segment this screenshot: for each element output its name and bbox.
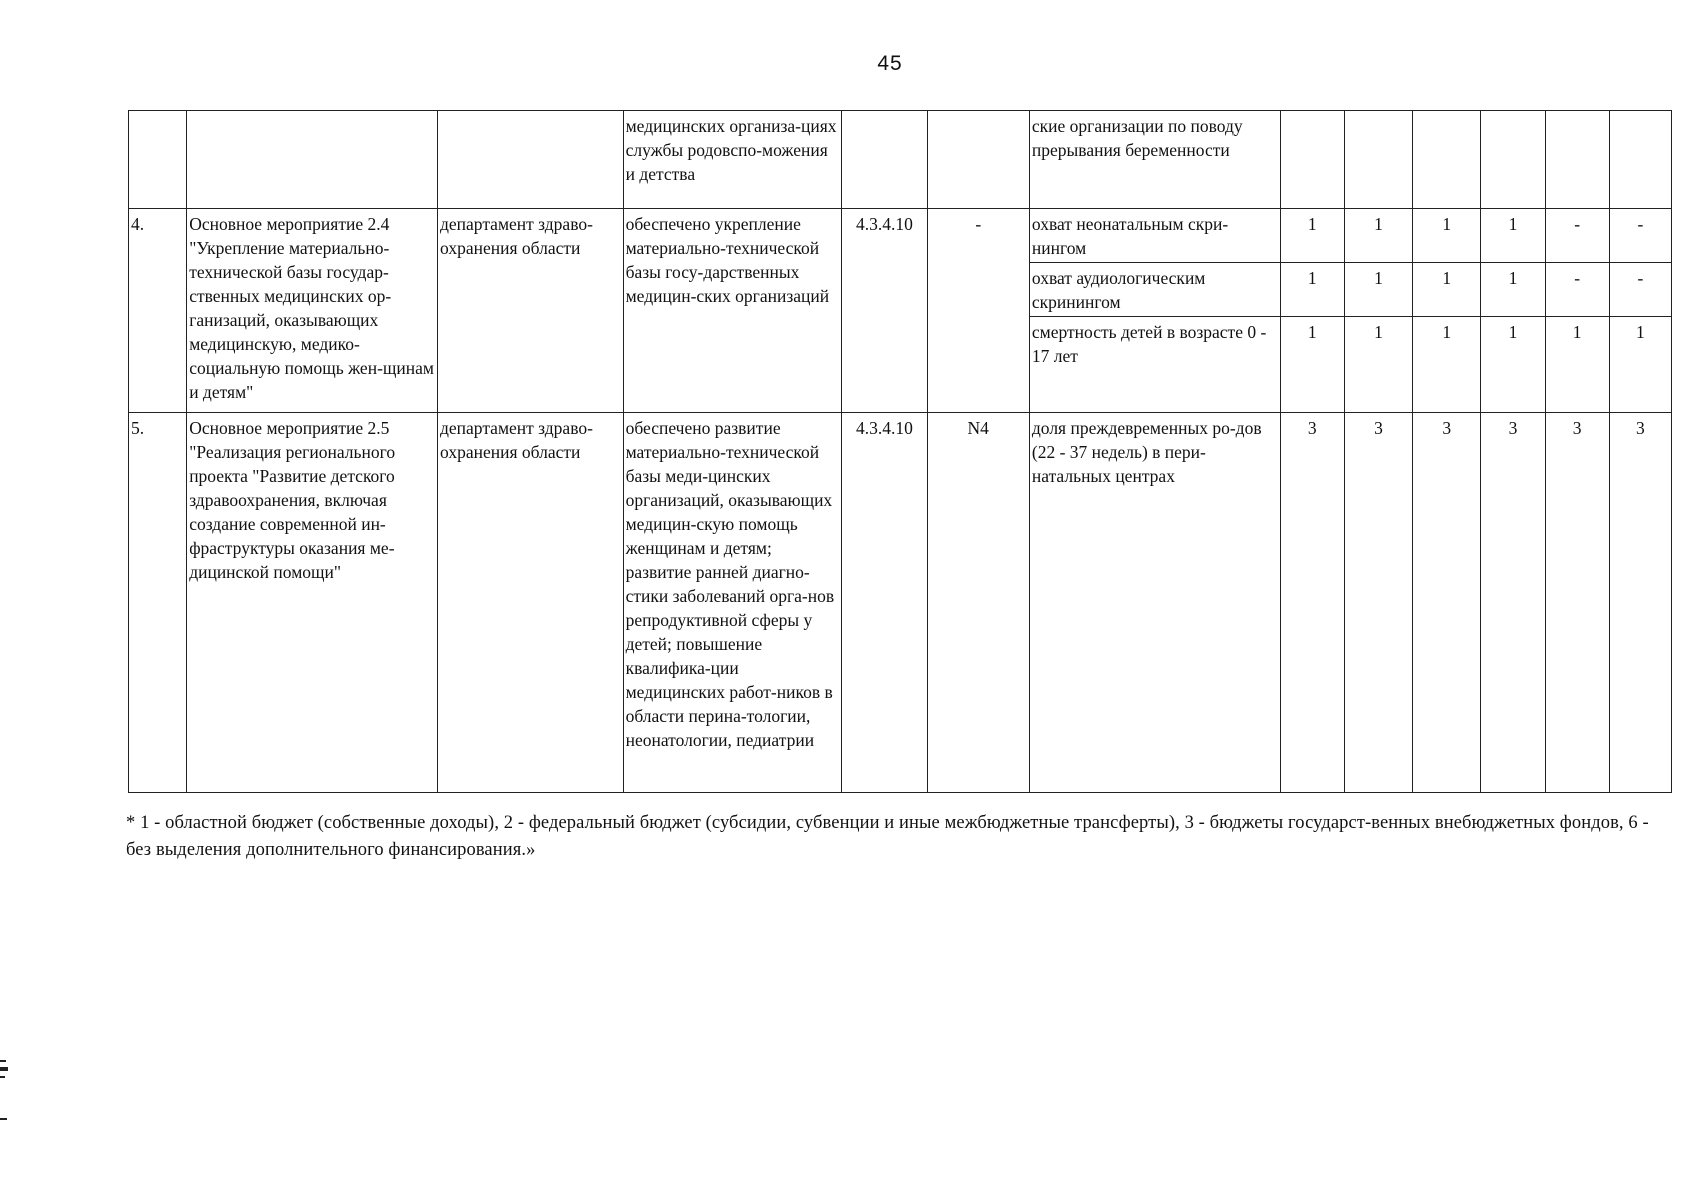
indicator-value: - (1545, 263, 1609, 317)
indicator-value: 1 (1413, 209, 1481, 263)
cell-value (1413, 111, 1481, 209)
cell-value (1344, 111, 1412, 209)
cell-result: медицинских организа-циях службы родовспо-можения и детства (623, 111, 842, 209)
indicator-value: - (1545, 209, 1609, 263)
indicator-link: N4 (927, 413, 1029, 793)
cell-indicator: ские организации по поводу прерывания беременности (1029, 111, 1280, 209)
indicator-value: 1 (1413, 317, 1481, 413)
page-number: 45 (877, 52, 903, 75)
indicator-name: смертность детей в возрасте 0 - 17 лет (1029, 317, 1280, 413)
cell-value (1609, 111, 1671, 209)
indicator-value: 1 (1413, 263, 1481, 317)
indicator-value: 3 (1609, 413, 1671, 793)
indicator-value: 3 (1545, 413, 1609, 793)
indicator-value: 1 (1545, 317, 1609, 413)
indicator-name: охват неонатальным скри-нингом (1029, 209, 1280, 263)
indicator-value: 1 (1481, 263, 1545, 317)
expected-result: обеспечено укрепление материально-технической базы госу-дарственных медицин-ских организаций (623, 209, 842, 413)
indicator-name: доля преждевременных ро-дов (22 - 37 недель) в пери-натальных центрах (1029, 413, 1280, 793)
indicator-value: - (1609, 263, 1671, 317)
program-code: 4.3.4.10 (842, 413, 927, 793)
cell-executor (438, 111, 624, 209)
footnote: * 1 - областной бюджет (собственные доходы), 2 - федеральный бюджет (субсидии, субвенции и иные межбюджетные трансферты), 3 - бюджеты государст-венных внебюджетных фондов, 6 - без выделения дополнительного финансирования.» (126, 813, 1649, 860)
indicator-value: 1 (1481, 317, 1545, 413)
program-code: 4.3.4.10 (842, 209, 927, 413)
measure-name: Основное мероприятие 2.5 "Реализация регионального проекта "Развитие детского здравоохранения, включая создание современной ин-фраструктуры оказания ме-дицинской помощи" (187, 413, 438, 793)
indicator-value: - (1609, 209, 1671, 263)
cell-value (1481, 111, 1545, 209)
table-row (129, 413, 1672, 793)
table-row (129, 111, 1672, 209)
indicator-value: 3 (1280, 413, 1344, 793)
indicator-link: - (927, 209, 1029, 413)
executor: департамент здраво-охранения области (438, 413, 624, 793)
cell-num (129, 111, 187, 209)
indicator-name: охват аудиологическим скринингом (1029, 263, 1280, 317)
cell-code (842, 111, 927, 209)
indicator-value: 3 (1413, 413, 1481, 793)
indicator-value: 3 (1481, 413, 1545, 793)
scan-edge-marks (0, 1060, 8, 1125)
measure-name: Основное мероприятие 2.4 "Укрепление материально-технической базы государ-ственных медицинских ор-ганизаций, оказывающих медицинскую, медико-социальную помощь жен-щинам и детям" (187, 209, 438, 413)
indicator-value: 1 (1344, 263, 1412, 317)
program-activities-table (128, 110, 1672, 793)
cell-measure (187, 111, 438, 209)
indicator-value: 1 (1609, 317, 1671, 413)
executor: департамент здраво-охранения области (438, 209, 624, 413)
cell-value (1280, 111, 1344, 209)
indicator-value: 3 (1344, 413, 1412, 793)
row-number: 5. (129, 413, 187, 793)
indicator-value: 1 (1280, 209, 1344, 263)
row-number: 4. (129, 209, 187, 413)
indicator-value: 1 (1344, 209, 1412, 263)
cell-value (1545, 111, 1609, 209)
indicator-value: 1 (1280, 263, 1344, 317)
table-row (129, 209, 1672, 263)
indicator-value: 1 (1280, 317, 1344, 413)
cell-link (927, 111, 1029, 209)
expected-result: обеспечено развитие материально-технической базы меди-цинских организаций, оказывающих медицин-скую помощь женщинам и детям; развитие ранней диагно-стики заболеваний орга-нов репродуктивной сферы у детей; повышение квалифика-ции медицинских работ-ников в области перина-тологии, неонатологии, педиатрии (623, 413, 842, 793)
indicator-value: 1 (1481, 209, 1545, 263)
indicator-value: 1 (1344, 317, 1412, 413)
